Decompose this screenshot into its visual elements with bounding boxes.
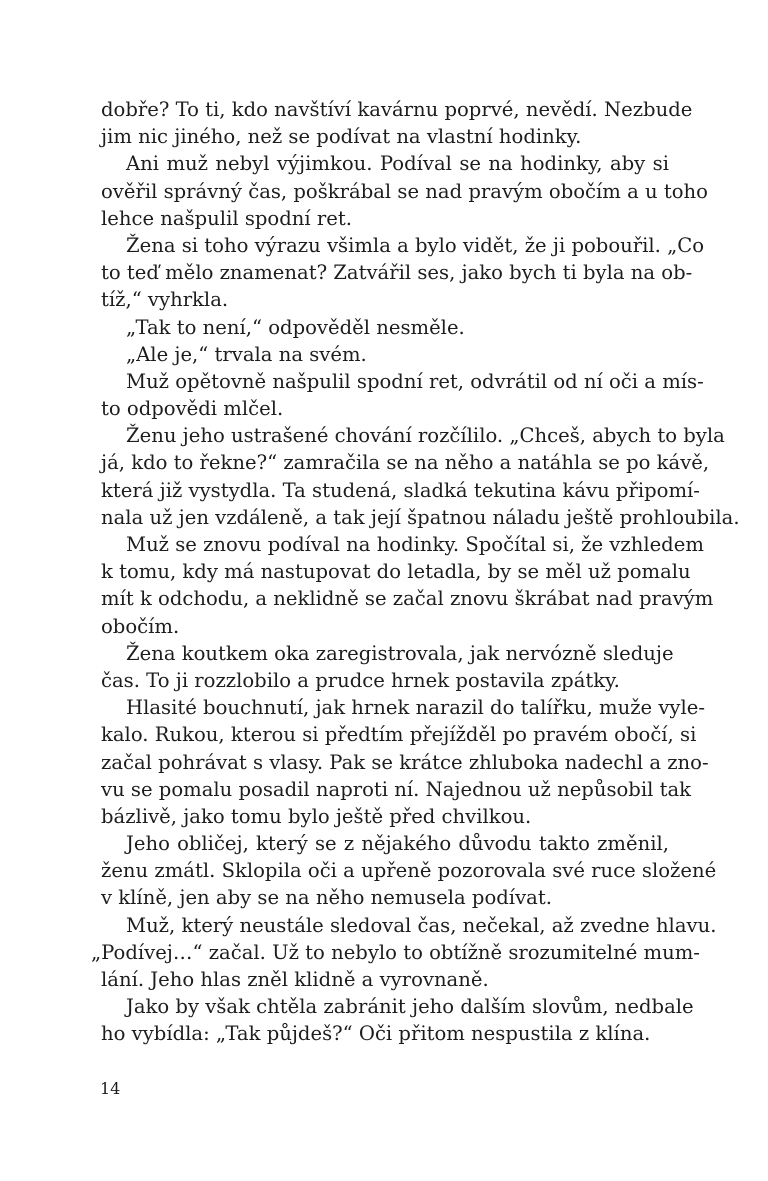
text-line: která již vystydla. Ta studená, sladká tekutina kávu připomí-	[101, 478, 700, 502]
text-line: v klíně, jen aby se na něho nemusela podívat.	[101, 886, 552, 910]
text-line: to odpovědi mlčel.	[101, 397, 284, 421]
text-line: Ženu jeho ustrašené chování rozčílilo. „Chceš, abych to byla	[126, 424, 725, 448]
text-line: tíž,“ vyhrkla.	[101, 288, 229, 312]
text-line: ho vybídla: „Tak půjdeš?“ Oči přitom nespustila z klína.	[101, 1022, 651, 1046]
text-line: to teď mělo znamenat? Zatvářil ses, jako bych ti byla na ob-	[101, 261, 693, 285]
text-line: k tomu, kdy má nastupovat do letadla, by se měl už pomalu	[101, 560, 691, 584]
body-text	[91, 96, 740, 1048]
text-line: lehce našpulil spodní ret.	[101, 206, 352, 230]
text-line: Hlasité bouchnutí, jak hrnek narazil do talířku, muže vyle-	[126, 696, 705, 720]
text-line: mít k odchodu, a neklidně se začal znovu škrábat nad pravým	[101, 587, 714, 611]
text-line: ženu zmátl. Sklopila oči a upřeně pozorovala své ruce složené	[101, 859, 717, 883]
page-number: 14	[100, 1079, 121, 1098]
text-line: Jako by však chtěla zabránit jeho dalším slovům, nedbale	[126, 995, 694, 1019]
text-line: obočím.	[101, 614, 180, 638]
text-line: čas. To ji rozzlobilo a prudce hrnek postavila zpátky.	[101, 668, 620, 692]
text-line: Jeho obličej, který se z nějakého důvodu takto změnil,	[126, 832, 669, 856]
text-line: dobře? To ti, kdo navštíví kavárnu poprvé, nevědí. Nezbude	[101, 98, 693, 121]
text-line: kalo. Rukou, kterou si předtím přejížděl po pravém obočí, si	[101, 723, 697, 747]
text-line: lání. Jeho hlas zněl klidně a vyrovnaně.	[101, 968, 489, 991]
text-line: začal pohrávat s vlasy. Pak se krátce zhluboka nadechl a zno-	[101, 750, 709, 774]
text-line: Muž se znovu podíval na hodinky. Spočítal si, že vzhledem	[126, 533, 704, 556]
text-line: jim nic jiného, než se podívat na vlastní hodinky.	[101, 125, 582, 149]
text-line: vu se pomalu posadil naproti ní. Najednou už nepůsobil tak	[101, 777, 692, 801]
text-line: „Tak to není,“ odpověděl nesměle.	[126, 315, 465, 339]
text-line: Žena koutkem oka zaregistrovala, jak nervózně sleduje	[126, 641, 674, 665]
text-line: Muž opětovně našpulil spodní ret, odvrátil od ní oči a mís-	[126, 369, 704, 393]
text-line: ověřil správný čas, poškrábal se nad pravým obočím a u toho	[101, 179, 708, 203]
text-line: nala už jen vzdáleně, a tak její špatnou náladu ještě prohloubila.	[101, 505, 740, 529]
text-line: já, kdo to řekne?“ zamračila se na něho a natáhla se po kávě,	[101, 451, 710, 475]
text-line: „Podívej…“ začal. Už to nebylo to obtížně srozumitelné mum-	[91, 940, 700, 964]
text-line: „Ale je,“ trvala na svém.	[126, 342, 367, 366]
text-line: Ani muž nebyl výjimkou. Podíval se na hodinky, aby si	[126, 152, 669, 176]
text-line: Muž, který neustále sledoval čas, nečekal, až zvedne hlavu.	[126, 913, 717, 937]
text-line: bázlivě, jako tomu bylo ještě před chvilkou.	[101, 804, 532, 828]
text-line: Žena si toho výrazu všimla a bylo vidět, že ji pobouřil. „Co	[126, 233, 705, 257]
